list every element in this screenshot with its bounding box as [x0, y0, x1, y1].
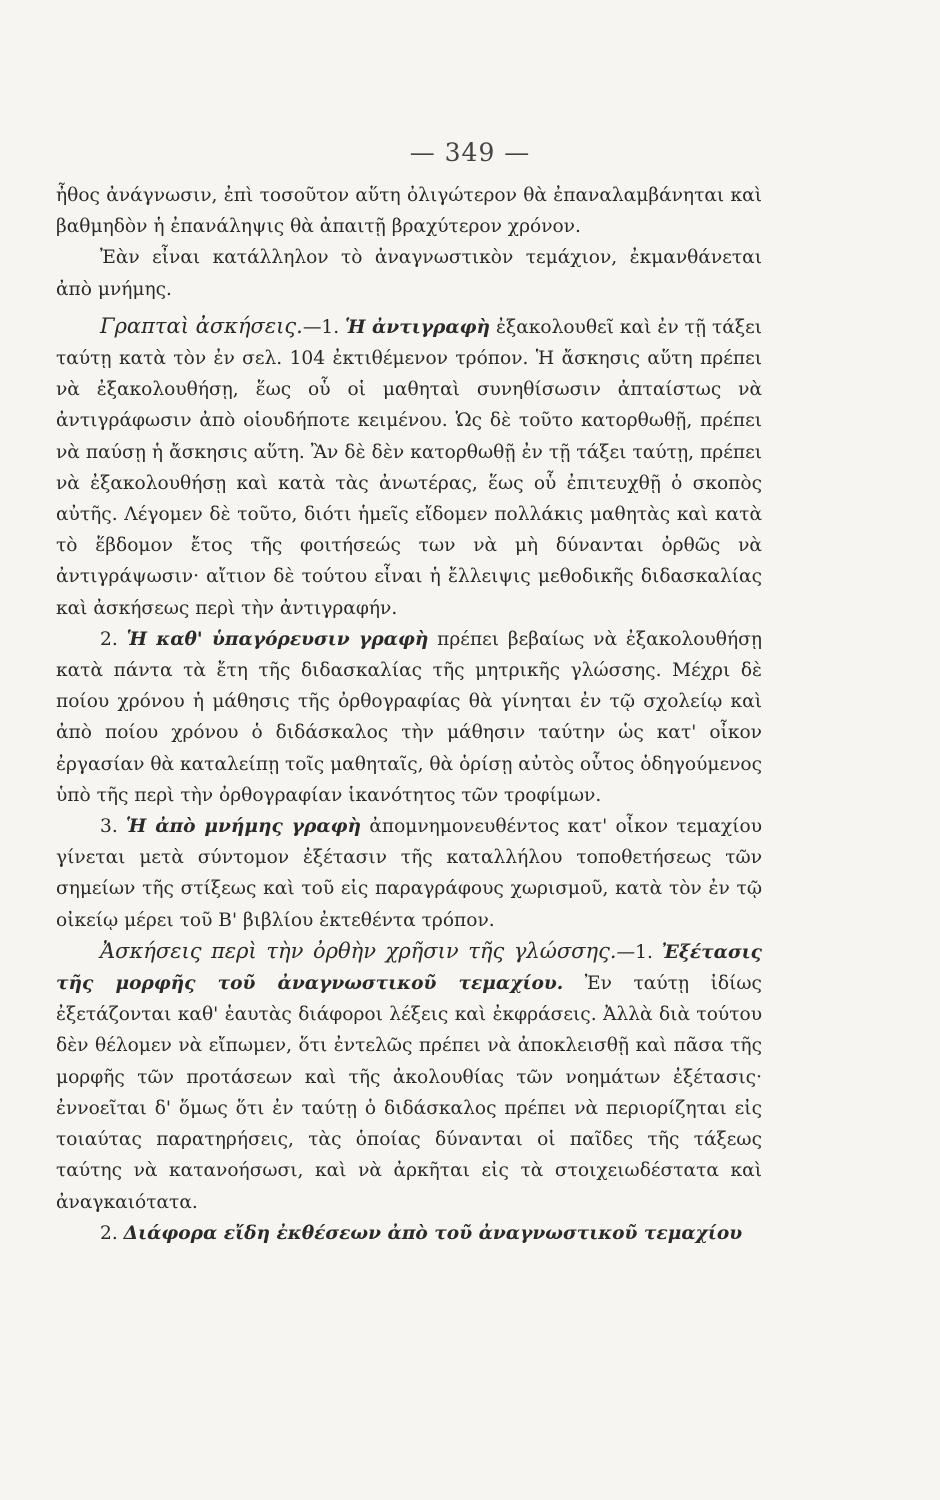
- paragraph-text: Ἐν ταύτῃ ἰδίως ἐξετάζονται καθ' ἑαυτὰς διάφοροι λέξεις καὶ ἐκφράσεις. Ἀλλὰ διὰ τούτου δὲν θέλομεν νὰ εἴπωμεν, ὅτι ἐντελῶς πρέπει νὰ ἀποκλεισθῇ καὶ πᾶσα τῆς μορφῆς τῶν προτάσεων καὶ τῆς ἀκολουθίας τῶν νοημάτων ἐξέτασις· ἐννοεῖται δ' ὅμως ὅτι ἐν ταύτῃ ὁ διδάσκαλος πρέπει νὰ περιορίζηται εἰς τοιαύτας παρατηρήσεις, τὰς ὁποίας δύνανται οἱ παῖδες τῆς τάξεως ταύτης νὰ κατανοήσωσι, καὶ νὰ ἀρκῆται εἰς τὰ στοιχειωδέστατα καὶ ἀναγκαιότατα.: [56, 973, 762, 1213]
- item-number: 2.: [100, 1222, 118, 1244]
- page-body: [56, 180, 762, 1249]
- paragraph-1: ἦθος ἀνάγνωσιν, ἐπὶ τοσοῦτον αὕτη ὀλιγώτερον θὰ ἐπαναλαμβάνηται καὶ βαθμηδὸν ἡ ἐπανάληψις θὰ ἀπαιτῇ βραχύτερον χρόνον.: [56, 185, 762, 238]
- section-heading-written-exercises: Γραπταὶ ἀσκήσεις.: [100, 313, 303, 338]
- paragraph-4: [56, 624, 762, 811]
- item-number: 3.: [100, 816, 118, 838]
- item-number: 2.: [100, 628, 118, 650]
- term-memory-writing: Ἡ ἀπὸ μνήμης γραφὴ: [126, 816, 362, 838]
- term-essay-types: Διάφορα εἴδη ἐκθέσεων ἀπὸ τοῦ ἀναγνωστικοῦ τεμαχίου: [123, 1222, 743, 1244]
- paragraph-7: [56, 1218, 762, 1249]
- page-number: — 349 —: [409, 138, 531, 167]
- paragraph-3: [56, 311, 762, 624]
- paragraph-2: Ἐὰν εἶναι κατάλληλον τὸ ἀναγνωστικὸν τεμάχιον, ἐκμανθάνεται ἀπὸ μνήμης.: [56, 247, 762, 300]
- term-copying: Ἡ ἀντιγραφὴ: [345, 316, 491, 338]
- item-number: —1.: [302, 316, 340, 338]
- item-number: —1.: [616, 941, 653, 963]
- section-heading-language-exercises: Ἀσκήσεις περὶ τὴν ὀρθὴν χρῆσιν τῆς γλώσσης.: [100, 938, 617, 963]
- term-dictation: Ἡ καθ' ὑπαγόρευσιν γραφὴ: [126, 628, 429, 650]
- term-form-examination: Ἐξέτασις τῆς μορφῆς τοῦ ἀναγνωστικοῦ τεμαχίου.: [56, 941, 762, 995]
- paragraph-text: ἐξακολουθεῖ καὶ ἐν τῇ τάξει ταύτῃ κατὰ τὸν ἐν σελ. 104 ἐκτιθέμενον τρόπον. Ἡ ἄσκησις αὕτη πρέπει νὰ ἐξακολουθήσῃ, ἕως οὗ οἱ μαθηταὶ συνηθίσωσιν ἀπταίστως νὰ ἀντιγράφωσιν ἀπὸ οἱουδήποτε κειμένου. Ὡς δὲ τοῦτο κατορθωθῇ, πρέπει νὰ παύσῃ ἡ ἄσκησις αὕτη. Ἂν δὲ δὲν κατορθωθῇ ἐν τῇ τάξει ταύτῃ, πρέπει νὰ ἐξακολουθήσῃ καὶ κατὰ τὰς ἀνωτέρας, ἕως οὗ ἐπιτευχθῇ ὁ σκοπὸς αὐτῆς. Λέγομεν δὲ τοῦτο, διότι ἡμεῖς εἴδομεν πολλάκις μαθητὰς καὶ κατὰ τὸ ἕβδομον ἔτος τῆς φοιτήσεώς των νὰ μὴ δύνανται ὀρθῶς νὰ ἀντιγράψωσιν· αἴτιον δὲ τούτου εἶναι ἡ ἔλλειψις μεθοδικῆς διδασκαλίας καὶ ἀσκήσεως περὶ τὴν ἀντιγραφήν.: [56, 316, 762, 619]
- paragraph-6: [56, 936, 762, 1218]
- paragraph-5: [56, 811, 762, 936]
- paragraph-text: ἀπομνημονευθέντος κατ' οἶκον τεμαχίου γίνεται μετὰ σύντομον ἐξέτασιν τῆς καταλλήλου τοποθετήσεως τῶν σημείων τῆς στίξεως καὶ τοῦ εἰς παραγράφους χωρισμοῦ, κατὰ τὸν ἐν τῷ οἰκείῳ μέρει τοῦ Β' βιβλίου ἐκτεθέντα τρόπον.: [56, 816, 762, 931]
- paragraph-text: πρέπει βεβαίως νὰ ἐξακολουθήσῃ κατὰ πάντα τὰ ἔτη τῆς διδασκαλίας τῆς μητρικῆς γλώσσης. Μέχρι δὲ ποίου χρόνου ἡ μάθησις τῆς ὀρθογραφίας θὰ γίνηται ἐν τῷ σχολείῳ καὶ ἀπὸ ποίου χρόνου ὁ διδάσκαλος τὴν μάθησιν ταύτην ὡς κατ' οἶκον ἐργασίαν θὰ καταλείπῃ τοῖς μαθηταῖς, θὰ ὁρίσῃ αὐτὸς οὗτος ὁδηγούμενος ὑπὸ τῆς περὶ τὴν ὀρθογραφίαν ἱκανότητος τῶν τροφίμων.: [56, 628, 762, 806]
